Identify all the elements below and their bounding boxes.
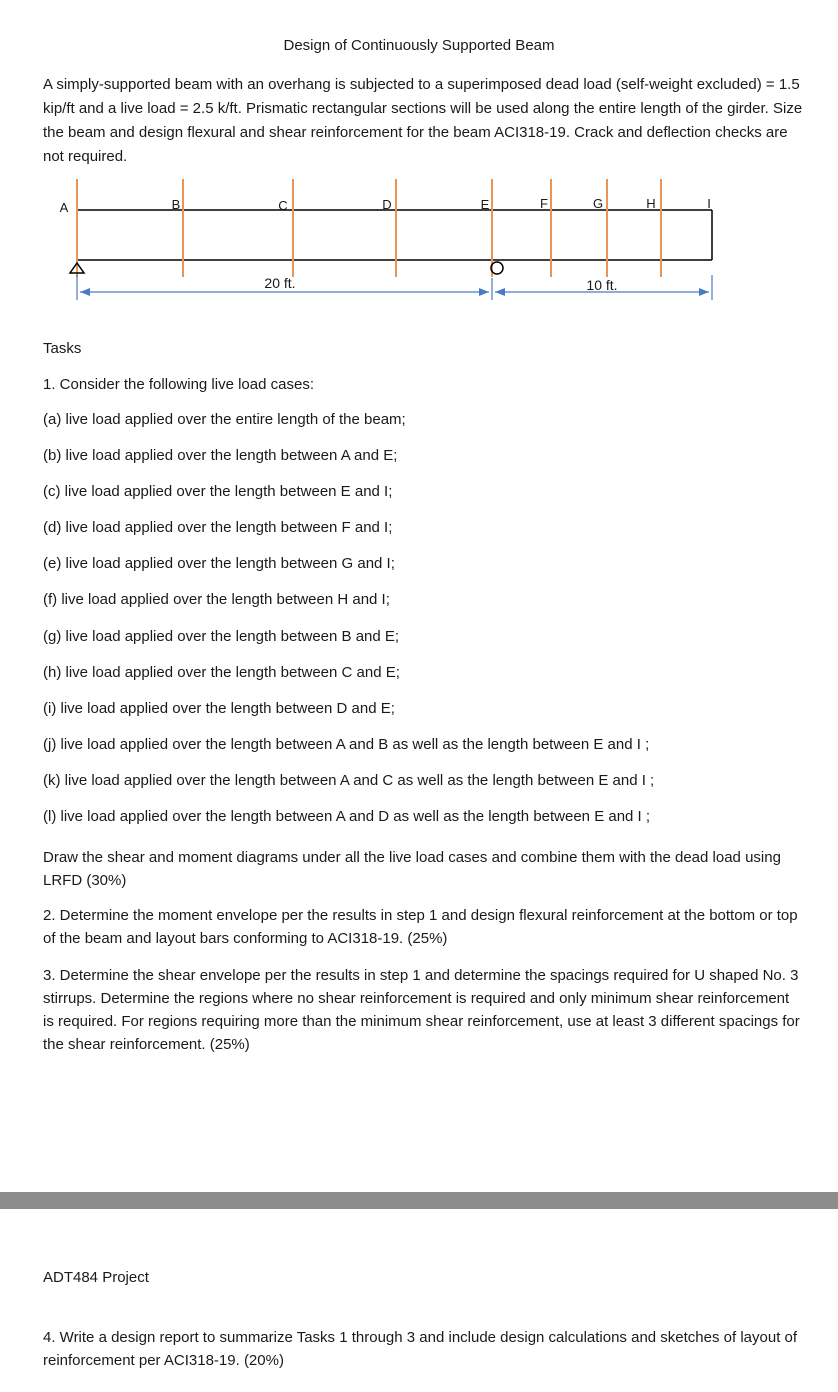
label-i: I <box>707 196 711 211</box>
arrow-head <box>699 288 709 296</box>
footer-label: ADT484 Project <box>43 1269 149 1286</box>
list-item: (g) live load applied over the length between B and E; <box>43 627 400 645</box>
problem-statement: A simply-supported beam with an overhang is subjected to a superimposed dead load (self-weight excluded) = 1.5 kip/ft and a live load = 2.5 k/ft. Prismatic rectangular sections will be used along the entire length of the girder. Size the beam and design flexural and shear reinforcement for the beam ACI318-19. Crack and deflection checks are not required. <box>43 76 803 165</box>
dimension-label-right: 10 ft. <box>586 277 618 293</box>
label-d: D <box>382 197 392 212</box>
list-item: (d) live load applied over the length between F and I; <box>43 519 393 537</box>
load-cases-list <box>43 410 654 843</box>
label-c: C <box>278 198 288 213</box>
label-g: G <box>592 196 604 211</box>
label-e: E <box>480 197 490 212</box>
dimension-label-left: 20 ft. <box>264 275 296 291</box>
label-b: B <box>171 197 181 212</box>
list-item: (b) live load applied over the length between A and E; <box>43 447 398 465</box>
arrow-head <box>495 288 505 296</box>
task4: 4. Write a design report to summarize Tasks 1 through 3 and include design calculations and sketches of layout of reinforcement per ACI318-19. (20%) <box>43 1329 798 1369</box>
list-item: (c) live load applied over the length between E and I; <box>43 483 393 501</box>
label-f: F <box>540 196 548 211</box>
label-a: A <box>59 200 69 215</box>
list-item: (h) live load applied over the length between C and E; <box>43 663 400 681</box>
list-item: (a) live load applied over the entire length of the beam; <box>43 411 406 428</box>
list-item: (f) live load applied over the length between H and I; <box>43 591 390 609</box>
task1-conclusion: Draw the shear and moment diagrams under all the live load cases and combine them with the dead load using LRFD (30%) <box>43 849 781 889</box>
arrow-head <box>80 288 90 296</box>
beam-diagram <box>0 175 838 310</box>
tasks-heading: Tasks <box>43 340 82 357</box>
section-markers <box>77 179 661 277</box>
list-item: (j) live load applied over the length between A and B as well as the length between E and I ; <box>43 735 650 753</box>
list-item: (l) live load applied over the length between A and D as well as the length between E and I ; <box>43 808 651 826</box>
list-item: (k) live load applied over the length between A and C as well as the length between E and I ; <box>43 771 655 789</box>
page-divider <box>0 1192 838 1209</box>
list-item: (i) live load applied over the length between D and E; <box>43 699 395 717</box>
arrow-head <box>479 288 489 296</box>
task1-intro: 1. Consider the following live load cases: <box>43 376 314 393</box>
task3: 3. Determine the shear envelope per the results in step 1 and determine the spacings required for U shaped No. 3 stirrups. Determine the regions where no shear reinforcement is required and only minimum shear reinforcement is required. For regions requiring more than the minimum shear reinforcement, use at least 3 different spacings for the shear reinforcement. (25%) <box>43 967 800 1053</box>
label-h: H <box>646 196 656 211</box>
task2: 2. Determine the moment envelope per the results in step 1 and design flexural reinforcement at the bottom or top of the beam and layout bars conforming to ACI318-19. (25%) <box>43 907 798 947</box>
page-title: Design of Continuously Supported Beam <box>283 37 555 54</box>
list-item: (e) live load applied over the length between G and I; <box>43 555 395 573</box>
